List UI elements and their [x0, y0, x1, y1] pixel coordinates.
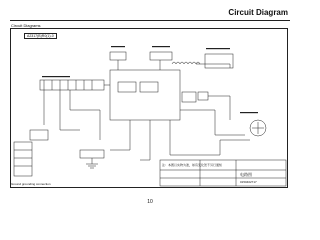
capacitor — [30, 130, 48, 140]
page-title: Circuit Diagram — [228, 8, 288, 17]
small-module — [198, 92, 208, 100]
legend-table — [14, 142, 32, 176]
wire-8 — [70, 90, 100, 140]
component-top-left — [110, 52, 126, 60]
label-line — [240, 112, 258, 113]
wire-6 — [180, 110, 245, 135]
control-board — [110, 70, 180, 120]
relay-1 — [118, 82, 136, 92]
section-label: Circuit Diagrams — [11, 23, 41, 28]
component-top-mid — [150, 52, 172, 60]
component-top-right — [205, 54, 233, 68]
drawing-title: 电路图 — [240, 172, 252, 177]
label-line — [152, 46, 170, 47]
drawing-note: 注：本图以实物为准，如有变化恕不另行通知 — [162, 163, 223, 167]
relay-2 — [140, 82, 158, 92]
terminal-block — [40, 80, 104, 90]
wire-11 — [140, 120, 150, 160]
connector-right — [182, 92, 196, 102]
label-line — [42, 76, 70, 77]
model-number: A2317(B)R0(1)-0 — [24, 33, 57, 39]
ground-note: Ground grounding connection — [11, 182, 51, 186]
ground-symbol-box — [80, 150, 104, 158]
label-line — [111, 46, 125, 47]
wire-4 — [196, 64, 230, 68]
wire-10 — [110, 120, 130, 150]
label-line — [206, 48, 230, 49]
wire-12 — [170, 120, 250, 155]
coil-symbol — [172, 62, 200, 64]
wire-5 — [208, 96, 230, 120]
page-number: 10 — [147, 199, 153, 205]
doc-code: 0150402717 — [240, 180, 257, 184]
